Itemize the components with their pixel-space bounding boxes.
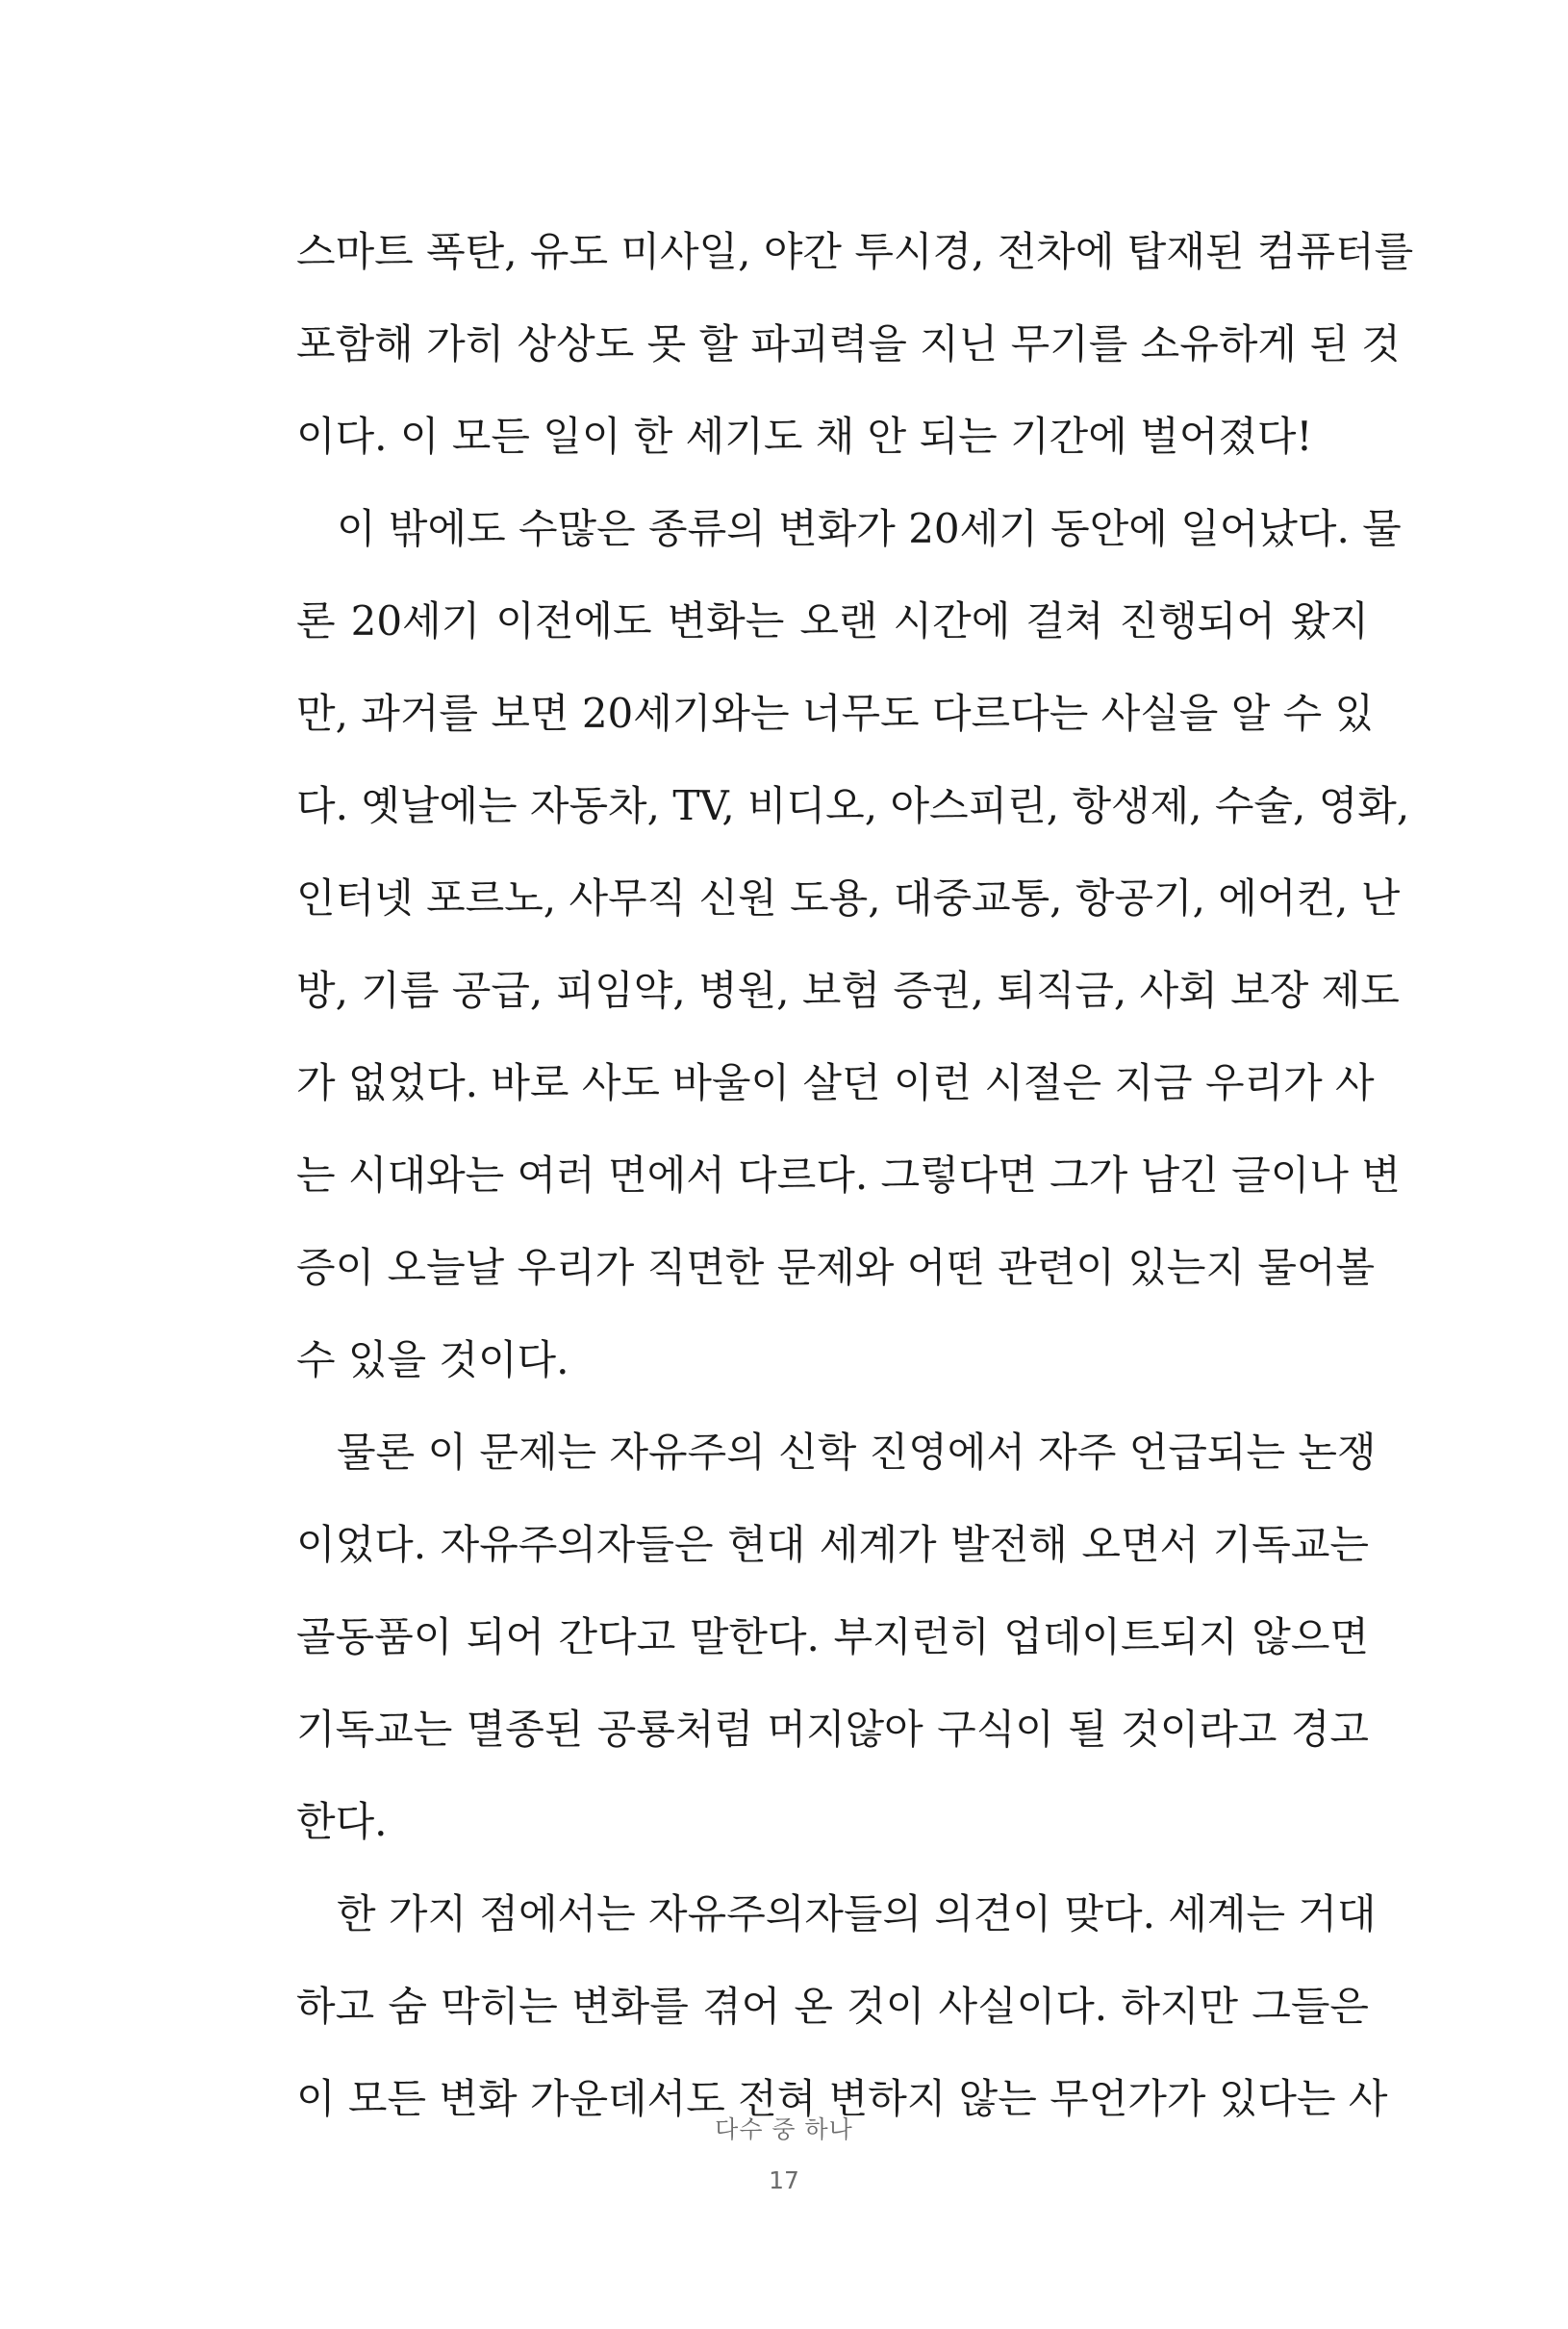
text-line-16: 골동품이 되어 간다고 말한다. 부지런히 업데이트되지 않으면 — [296, 1613, 1369, 1660]
text-line-2: 포함해 가히 상상도 못 할 파괴력을 지닌 무기를 소유하게 된 것 — [296, 320, 1401, 367]
text-line-10: 가 없었다. 바로 사도 바울이 살던 이런 시절은 지금 우리가 사 — [296, 1059, 1375, 1106]
text-line-9: 방, 기름 공급, 피임약, 병원, 보험 증권, 퇴직금, 사회 보장 제도 — [296, 967, 1400, 1014]
text-line-7: 다. 옛날에는 자동차, TV, 비디오, 아스피린, 항생제, 수술, 영화, — [296, 782, 1410, 829]
text-line-3: 이다. 이 모든 일이 한 세기도 채 안 되는 기간에 벌어졌다! — [296, 413, 1313, 460]
text-line-1: 스마트 폭탄, 유도 미사일, 야간 투시경, 전차에 탑재된 컴퓨터를 — [296, 228, 1414, 275]
text-line-8: 인터넷 포르노, 사무직 신원 도용, 대중교통, 항공기, 에어컨, 난 — [296, 874, 1401, 922]
text-line-13: 수 있을 것이다. — [296, 1336, 569, 1383]
text-line-12: 증이 오늘날 우리가 직면한 문제와 어떤 관련이 있는지 물어볼 — [296, 1244, 1376, 1291]
text-line-17: 기독교는 멸종된 공룡처럼 머지않아 구식이 될 것이라고 경고 — [296, 1706, 1369, 1753]
page-number: 17 — [769, 2166, 799, 2194]
text-line-18: 한다. — [296, 1798, 388, 1845]
paragraph-2-line-1: 이 밖에도 수많은 종류의 변화가 20세기 동안에 일어났다. 물 — [337, 505, 1402, 552]
paragraph-4-line-1: 한 가지 점에서는 자유주의자들의 의견이 맞다. 세계는 거대 — [337, 1890, 1377, 1937]
text-line-6: 만, 과거를 보면 20세기와는 너무도 다르다는 사실을 알 수 있 — [296, 690, 1375, 737]
text-line-11: 는 시대와는 여러 면에서 다르다. 그렇다면 그가 남긴 글이나 변 — [296, 1152, 1401, 1199]
footer-book-title: 다수 중 하나 — [715, 2115, 853, 2143]
text-line-15: 이었다. 자유주의자들은 현대 세계가 발전해 오면서 기독교는 — [296, 1521, 1369, 1568]
paragraph-3-line-1: 물론 이 문제는 자유주의 신학 진영에서 자주 언급되는 논쟁 — [337, 1429, 1377, 1476]
text-line-5: 론 20세기 이전에도 변화는 오랜 시간에 걸쳐 진행되어 왔지 — [296, 597, 1369, 645]
text-line-20: 하고 숨 막히는 변화를 겪어 온 것이 사실이다. 하지만 그들은 — [296, 1983, 1369, 2030]
text-line-21: 이 모든 변화 가운데서도 전혀 변하지 않는 무언가가 있다는 사 — [296, 2075, 1388, 2122]
